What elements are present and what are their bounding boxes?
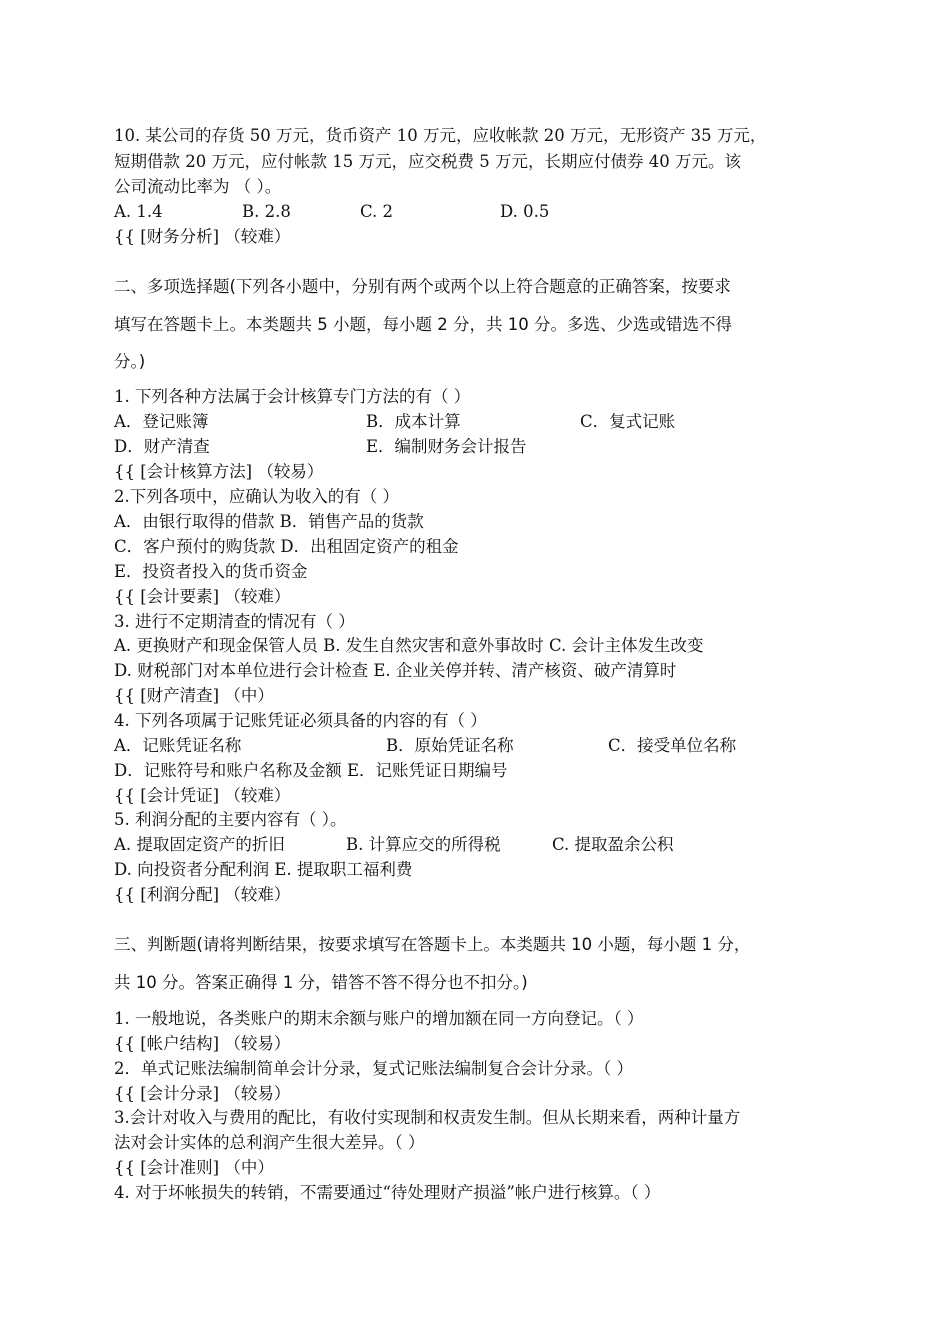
m2-options-line-1: A．由银行取得的借款 B．销售产品的货款 (114, 512, 424, 531)
q10-line-2: 短期借款 20 万元，应付帐款 15 万元，应交税费 5 万元，长期应付债券 40 万元。该 (114, 152, 741, 171)
j1-tag: {{ [帐户结构] （较易） (114, 1034, 291, 1053)
m1-option-e: E．编制财务会计报告 (366, 437, 527, 456)
section-3-heading-line-2: 共 10 分。答案正确得 1 分，错答不答不得分也不扣分。) (114, 973, 528, 992)
section-2-heading-line-3: 分。) (114, 352, 146, 371)
m1-tag: {{ [会计核算方法] （较易） (114, 462, 324, 481)
section-3-heading-line-1: 三、判断题(请将判断结果，按要求填写在答题卡上。本类题共 10 小题，每小题 1 分， (114, 935, 751, 954)
m3-options-line-1: A. 更换财产和现金保管人员 B. 发生自然灾害和意外事故时 C. 会计主体发生改变 (114, 636, 704, 655)
section-2-heading-line-2: 填写在答题卡上。本类题共 5 小题，每小题 2 分，共 10 分。多选、少选或错选不得 (114, 315, 732, 334)
q10-option-b: B. 2.8 (242, 202, 291, 221)
q10-option-d: D. 0.5 (500, 202, 550, 221)
j2-tag: {{ [会计分录] （较易） (114, 1084, 291, 1103)
j3-tag: {{ [会计准则] （中） (114, 1158, 274, 1177)
m4-option-c: C．接受单位名称 (608, 736, 737, 755)
m4-tag: {{ [会计凭证] （较难） (114, 786, 291, 805)
m4-stem: 4. 下列各项属于记账凭证必须具备的内容的有（ ） (114, 711, 487, 730)
m5-option-b: B. 计算应交的所得税 (346, 835, 501, 854)
m4-option-b: B．原始凭证名称 (386, 736, 514, 755)
m1-stem: 1. 下列各种方法属于会计核算专门方法的有（ ） (114, 387, 471, 406)
m1-option-b: B．成本计算 (366, 412, 461, 431)
m3-options-line-2: D. 财税部门对本单位进行会计检查 E. 企业关停并转、清产核资、破产清算时 (114, 661, 677, 680)
m5-option-a: A. 提取固定资产的折旧 (114, 835, 285, 854)
m2-options-line-2: C．客户预付的购货款 D．出租固定资产的租金 (114, 537, 459, 556)
q10-tag: {{ [财务分析] （较难） (114, 227, 291, 246)
m2-options-line-3: E．投资者投入的货币资金 (114, 562, 308, 581)
m4-option-a: A．记账凭证名称 (114, 736, 242, 755)
j3-line-2: 法对会计实体的总利润产生很大差异。（ ） (114, 1133, 425, 1152)
q10-line-3: 公司流动比率为 （ ）。 (114, 177, 282, 196)
m3-stem: 3. 进行不定期清查的情况有（ ） (114, 612, 355, 631)
section-2-heading-line-1: 二、多项选择题(下列各小题中，分别有两个或两个以上符合题意的正确答案，按要求 (114, 277, 731, 296)
m4-options-line-2: D．记账符号和账户名称及金额 E．记账凭证日期编号 (114, 761, 508, 780)
q10-option-c: C. 2 (360, 202, 394, 221)
m3-tag: {{ [财产清查] （中） (114, 686, 274, 705)
q10-line-1: 10. 某公司的存货 50 万元，货币资产 10 万元，应收帐款 20 万元，无形资产 35 万元， (114, 126, 767, 145)
j4-stem: 4. 对于坏帐损失的转销，不需要通过“待处理财产损溢”帐户进行核算。（ ） (114, 1183, 661, 1202)
m5-options-line-2: D. 向投资者分配利润 E. 提取职工福利费 (114, 860, 413, 879)
q10-option-a: A. 1.4 (114, 202, 163, 221)
m1-option-a: A．登记账簿 (114, 412, 209, 431)
m1-option-d: D．财产清查 (114, 437, 210, 456)
m2-tag: {{ [会计要素] （较难） (114, 587, 291, 606)
j2-stem: 2．单式记账法编制简单会计分录，复式记账法编制复合会计分录。（ ） (114, 1059, 633, 1078)
m5-tag: {{ [利润分配] （较难） (114, 885, 291, 904)
m2-stem: 2.下列各项中，应确认为收入的有（ ） (114, 487, 399, 506)
m5-option-c: C. 提取盈余公积 (552, 835, 674, 854)
j3-line-1: 3.会计对收入与费用的配比，有收付实现制和权责发生制。但从长期来看，两种计量方 (114, 1108, 741, 1127)
j1-stem: 1. 一般地说，各类账户的期末余额与账户的增加额在同一方向登记。（ ） (114, 1009, 644, 1028)
m5-stem: 5. 利润分配的主要内容有（ ）。 (114, 810, 347, 829)
m1-option-c: C．复式记账 (580, 412, 676, 431)
